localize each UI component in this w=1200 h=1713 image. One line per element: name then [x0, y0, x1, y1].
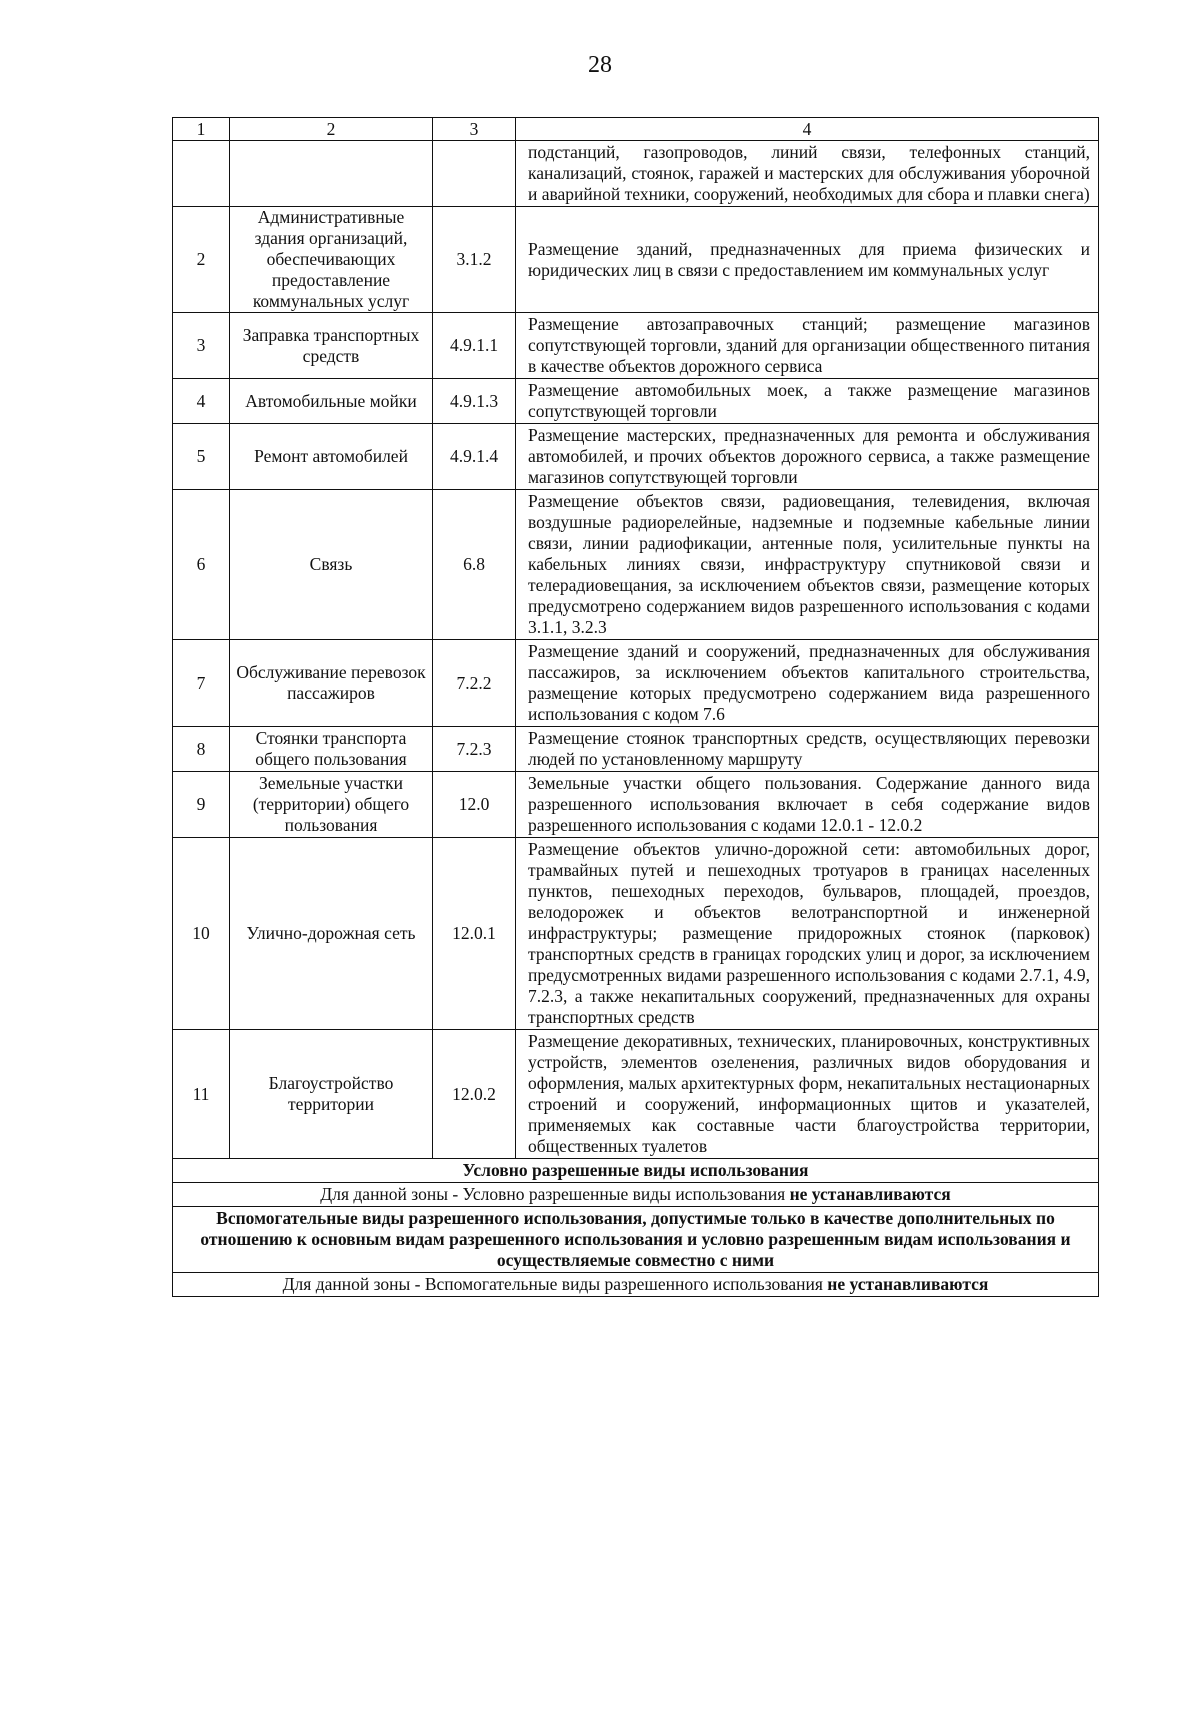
table-header-row: [173, 118, 1099, 141]
row-description: Размещение автомобильных моек, а также размещение магазинов сопутствующей торговли: [516, 379, 1099, 424]
row-use-name: Обслуживание перевозок пассажиров: [230, 640, 433, 727]
page-number: 28: [588, 52, 612, 78]
row-description: Размещение зданий, предназначенных для приема физических и юридических лиц в связи с предоставлением им коммунальных услуг: [516, 207, 1099, 313]
row-use-code: 12.0.2: [433, 1030, 516, 1159]
row-number: 2: [173, 207, 230, 313]
row-number: 4: [173, 379, 230, 424]
header-cell: 2: [230, 118, 433, 141]
auxiliary-uses-note: [173, 1273, 1099, 1297]
row-number: 11: [173, 1030, 230, 1159]
conditional-uses-heading-row: [173, 1159, 1099, 1183]
row-description: Размещение автозаправочных станций; размещение магазинов сопутствующей торговли, зданий для организации общественного питания в качестве объектов дорожного сервиса: [516, 313, 1099, 379]
row-use-name: Административные здания организаций, обеспечивающих предоставление коммунальных услуг: [230, 207, 433, 313]
table-row: [173, 313, 1099, 379]
table-row: [173, 640, 1099, 727]
row-description: Размещение объектов связи, радиовещания, телевидения, включая воздушные радиорелейные, надземные и подземные кабельные линии связи, линии радиофикации, антенные поля, усилительные пункты на кабельных линиях связи, инфраструктуру спутниковой связи и телерадиовещания, за исключением объектов связи, размещение которых предусмотрено содержанием видов разрешенного использования с кодами 3.1.1, 3.2.3: [516, 490, 1099, 640]
row-number: 6: [173, 490, 230, 640]
header-cell: 4: [516, 118, 1099, 141]
table-row: [173, 490, 1099, 640]
row-number: [173, 141, 230, 207]
row-description: Размещение декоративных, технических, планировочных, конструктивных устройств, элементов озеленения, различных видов оборудования и оформления, малых архитектурных форм, некапитальных нестационарных строений и сооружений, информационных щитов и указателей, применяемых как составные части благоустройства территории, общественных туалетов: [516, 1030, 1099, 1159]
row-description: Земельные участки общего пользования. Содержание данного вида разрешенного использования включает в себя содержание видов разрешенного использования с кодами 12.0.1 - 12.0.2: [516, 772, 1099, 838]
row-description: подстанций, газопроводов, линий связи, телефонных станций, канализаций, стоянок, гаражей и мастерских для обслуживания уборочной и аварийной техники, сооружений, необходимых для сбора и плавки снега): [516, 141, 1099, 207]
row-use-name: Улично-дорожная сеть: [230, 838, 433, 1030]
row-use-name: [230, 141, 433, 207]
row-number: 9: [173, 772, 230, 838]
row-use-code: 12.0.1: [433, 838, 516, 1030]
row-use-code: 4.9.1.3: [433, 379, 516, 424]
row-description: Размещение мастерских, предназначенных для ремонта и обслуживания автомобилей, и прочих объектов дорожного сервиса, а также размещение магазинов сопутствующей торговли: [516, 424, 1099, 490]
row-number: 8: [173, 727, 230, 772]
table-row: [173, 727, 1099, 772]
row-use-name: Ремонт автомобилей: [230, 424, 433, 490]
table-row: [173, 772, 1099, 838]
auxiliary-uses-note-row: [173, 1273, 1099, 1297]
row-number: 7: [173, 640, 230, 727]
row-use-code: 6.8: [433, 490, 516, 640]
row-use-name: Заправка транспортных средств: [230, 313, 433, 379]
row-use-code: 3.1.2: [433, 207, 516, 313]
row-use-name: Автомобильные мойки: [230, 379, 433, 424]
row-description: Размещение стоянок транспортных средств, осуществляющих перевозки людей по установленному маршруту: [516, 727, 1099, 772]
table-row: [173, 141, 1099, 207]
table-row: [173, 1030, 1099, 1159]
table-row: [173, 207, 1099, 313]
auxiliary-uses-note-status: не устанавливаются: [827, 1274, 989, 1294]
table-row: [173, 424, 1099, 490]
row-use-code: 4.9.1.4: [433, 424, 516, 490]
row-use-code: 7.2.3: [433, 727, 516, 772]
row-use-code: 7.2.2: [433, 640, 516, 727]
land-use-table: [172, 117, 1099, 1297]
auxiliary-uses-heading: Вспомогательные виды разрешенного использования, допустимые только в качестве дополнительных по отношению к основным видам разрешенного использования и условно разрешенным видам использования и осуществляемые совместно с ними: [173, 1207, 1099, 1273]
row-description: Размещение зданий и сооружений, предназначенных для обслуживания пассажиров, за исключением объектов капитального строительства, размещение которых предусмотрено содержанием вида разрешенного использования с кодом 7.6: [516, 640, 1099, 727]
header-cell: 1: [173, 118, 230, 141]
row-number: 10: [173, 838, 230, 1030]
row-use-code: 4.9.1.1: [433, 313, 516, 379]
row-use-code: [433, 141, 516, 207]
conditional-uses-note-row: [173, 1183, 1099, 1207]
table-row: [173, 838, 1099, 1030]
row-use-name: Земельные участки (территории) общего пользования: [230, 772, 433, 838]
header-cell: 3: [433, 118, 516, 141]
row-use-name: Стоянки транспорта общего пользования: [230, 727, 433, 772]
conditional-uses-note-status: не устанавливаются: [789, 1184, 951, 1204]
row-use-name: Благоустройство территории: [230, 1030, 433, 1159]
row-number: 3: [173, 313, 230, 379]
row-use-code: 12.0: [433, 772, 516, 838]
conditional-uses-note: [173, 1183, 1099, 1207]
row-number: 5: [173, 424, 230, 490]
row-use-name: Связь: [230, 490, 433, 640]
auxiliary-uses-note-text: Для данной зоны - Вспомогательные виды разрешенного использования: [282, 1274, 823, 1294]
table-row: [173, 379, 1099, 424]
conditional-uses-heading: Условно разрешенные виды использования: [173, 1159, 1099, 1183]
auxiliary-uses-heading-row: [173, 1207, 1099, 1273]
conditional-uses-note-text: Для данной зоны - Условно разрешенные виды использования: [320, 1184, 786, 1204]
row-description: Размещение объектов улично-дорожной сети: автомобильных дорог, трамвайных путей и пешеходных тротуаров в границах населенных пунктов, пешеходных переходов, бульваров, площадей, проездов, велодорожек и объектов велотранспортной и инженерной инфраструктуры; размещение придорожных стоянок (парковок) транспортных средств в границах городских улиц и дорог, за исключением предусмотренных видами разрешенного использования с кодами 2.7.1, 4.9, 7.2.3, а также некапитальных сооружений, предназначенных для охраны транспортных средств: [516, 838, 1099, 1030]
